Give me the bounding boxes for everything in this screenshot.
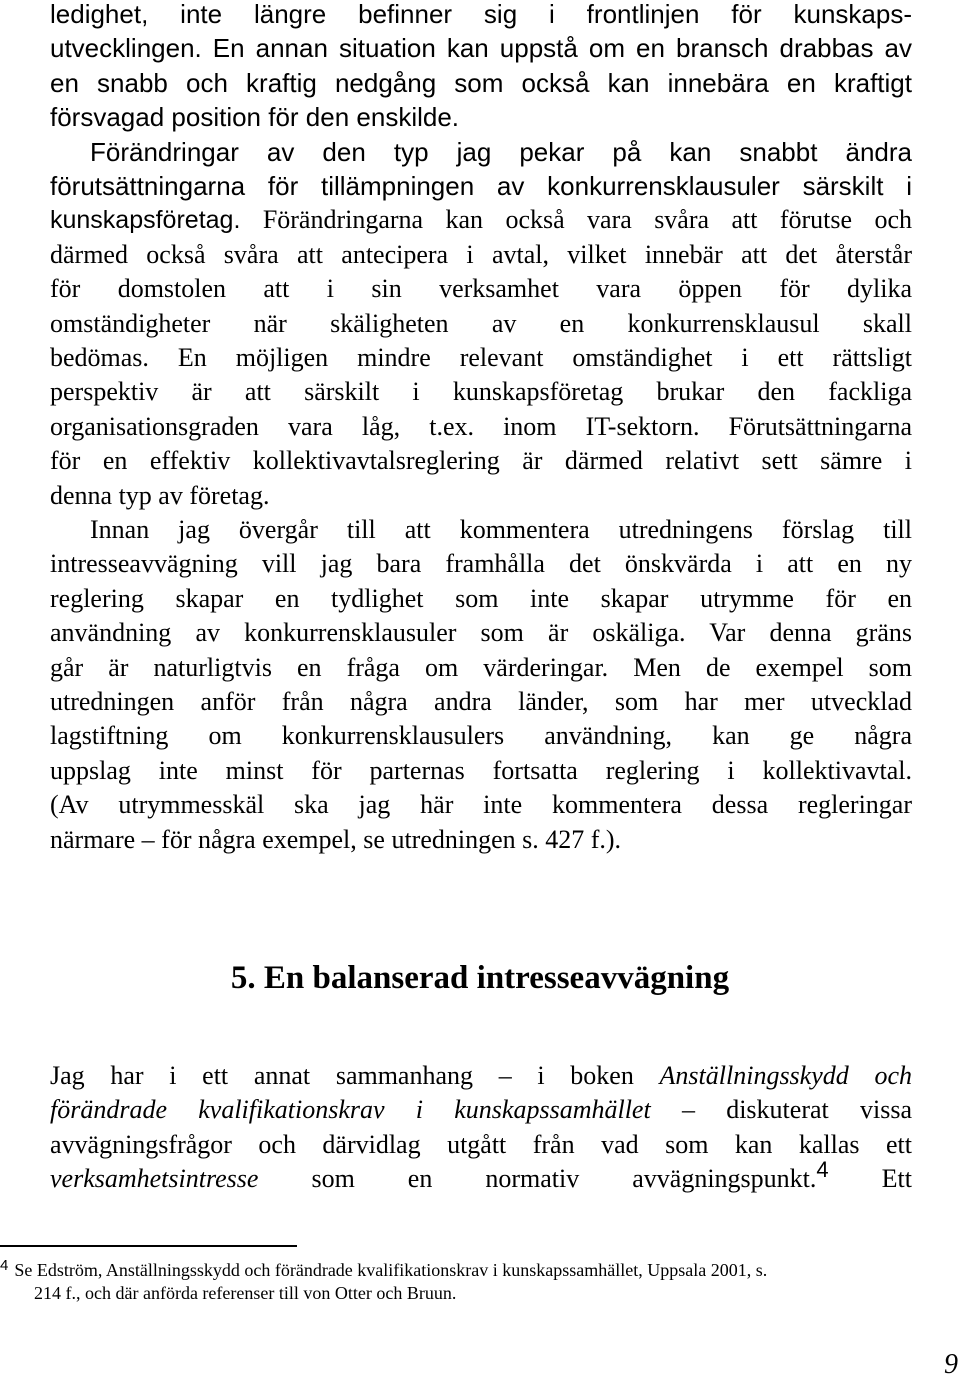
text-line-mixed bbox=[50, 1157, 912, 1196]
text-line: för en effektiv kollektivavtalsreglering är därmed relativt sett sämre i bbox=[50, 446, 912, 476]
text-line: går är naturligtvis en fråga om värderingar. Men de exempel som bbox=[50, 652, 912, 682]
text-line: utredningen anför från några andra länder, som har mer utvecklad bbox=[50, 686, 912, 716]
footnote-line: 214 f., och där anförda referenser till von Otter och Bruun. bbox=[34, 1283, 457, 1303]
text-fragment: Ett bbox=[828, 1164, 912, 1194]
text-line: lagstiftning om konkurrensklausulers användning, kan ge några bbox=[50, 721, 912, 751]
text-line: ledighet, inte längre befinner sig i frontlinjen för kunskaps- bbox=[50, 0, 912, 29]
text-line-mixed bbox=[50, 203, 912, 237]
book-title-fragment: förändrade kvalifikationskrav i kunskapssamhället bbox=[50, 1095, 651, 1125]
paragraph-section-5 bbox=[50, 1059, 912, 1197]
text-line: uppslag inte minst för parternas fortsatta reglering i kollektivavtal. bbox=[50, 755, 912, 785]
paragraph-continuation bbox=[50, 0, 912, 135]
text-line: användning av konkurrensklausuler som är oskäliga. Var denna gräns bbox=[50, 618, 912, 648]
text-line: en snabb och kraftig nedgång som också kan innebära en kraftigt bbox=[50, 67, 912, 98]
section-heading: 5. En balanserad intresseavvägning bbox=[230, 960, 730, 996]
text-line-mixed bbox=[50, 1059, 912, 1093]
book-title-fragment: Anställningsskydd och bbox=[659, 1061, 912, 1090]
paragraph-intresseavvagning bbox=[50, 513, 912, 857]
text-fragment: Förändringarna kan också vara svåra att förutse och bbox=[240, 205, 912, 235]
text-line: perspektiv är att särskilt i kunskapsföretag brukar den fackliga bbox=[50, 377, 912, 407]
footnote-text: Se Edström, Anställningsskydd och förändrade kvalifikationskrav i kunskapssamhället, Uppsala 2001, s. bbox=[14, 1260, 768, 1280]
text-fragment: kunskapsföretag. bbox=[50, 206, 241, 235]
emphasis-fragment: verksamhetsintresse bbox=[50, 1164, 259, 1194]
footnote-reference: 4 bbox=[816, 1157, 829, 1183]
footnote-line bbox=[0, 1259, 960, 1282]
text-line: avvägningsfrågor och därvidlag utgått från vad som kan kallas ett bbox=[50, 1129, 912, 1159]
text-line: (Av utrymmesskäl ska jag här inte kommentera dessa regleringar bbox=[50, 790, 912, 820]
text-line: Innan jag övergår till att kommentera utredningens förslag till bbox=[90, 515, 912, 544]
text-fragment: som en normativ avvägningspunkt. bbox=[258, 1164, 817, 1194]
text-line: därmed också svåra att antecipera i avtal, vilket innebär att det återstår bbox=[50, 239, 912, 269]
footnote-number: 4 bbox=[0, 1257, 9, 1274]
text-line: intresseavvägning vill jag bara framhålla det önskvärda i att en ny bbox=[50, 549, 912, 579]
text-fragment: – diskuterat vissa bbox=[650, 1095, 912, 1125]
text-line: för domstolen att i sin verksamhet vara öppen för dylika bbox=[50, 274, 912, 304]
text-line: organisationsgraden vara låg, t.ex. inom IT-sektorn. Förutsättningarna bbox=[50, 411, 912, 441]
text-fragment: Jag har i ett annat sammanhang – i boken bbox=[50, 1061, 660, 1090]
text-line: bedömas. En möjligen mindre relevant omständighet i ett rättsligt bbox=[50, 342, 912, 372]
paragraph-changes-cont bbox=[50, 203, 912, 513]
paragraph-changes bbox=[50, 135, 912, 204]
text-line: närmare – för några exempel, se utredningen s. 427 f.). bbox=[50, 824, 622, 854]
text-line-mixed bbox=[50, 1093, 912, 1127]
text-line: Förändringar av den typ jag pekar på kan snabbt ändra bbox=[90, 136, 912, 167]
footnote bbox=[0, 1259, 960, 1305]
text-line: omständigheter när skäligheten av en konkurrensklausul skall bbox=[50, 308, 912, 338]
text-line: utvecklingen. En annan situation kan uppstå om en bransch drabbas av bbox=[50, 33, 912, 64]
footnote-separator bbox=[0, 1245, 297, 1247]
text-line: reglering skapar en tydlighet som inte skapar utrymme för en bbox=[50, 583, 912, 613]
text-line: denna typ av företag. bbox=[50, 480, 270, 510]
text-line: förutsättningarna för tillämpningen av konkurrensklausuler särskilt i bbox=[50, 170, 912, 201]
text-line: försvagad position för den enskilde. bbox=[50, 102, 460, 133]
page-number: 9 bbox=[944, 1349, 958, 1380]
